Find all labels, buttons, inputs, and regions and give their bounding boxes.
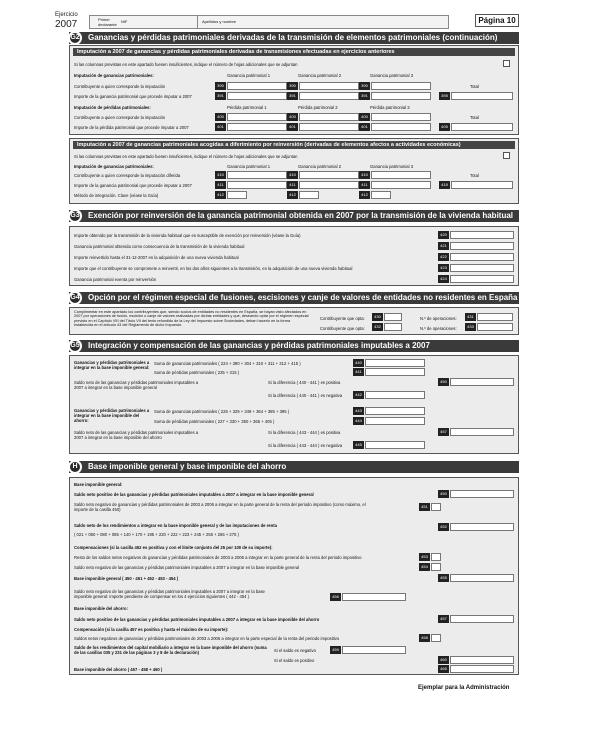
input-411-3[interactable] — [371, 181, 431, 189]
input-420[interactable] — [450, 231, 514, 239]
g5-box: Ganancias y pérdidas patrimoniales a integrar en la base imponible general: Suma de ganancias patrimoniales ( 224 + 390 + 304 + 310 + 311 + 312 + 415 ) 440 Suma de pérdidas patrimoniales ( 225 + 315 ) 441 Saldo neto de las ganancias y pérdidas patrimoniales imputables a 2007 a integrar en la base imponible general Si la diferencia ( 440 - 441 ) es positiva 450 Si la diferencia ( 440 - 441 ) es negativa 442 Ganancias y pérdidas patrimoniales a integrar en la base imponible del ahorro: Suma de ganancias patrimoniales ( 226 + 329 + 349 + 364 + 385 + 395 ) 443 Suma de pérdidas patrimoniales ( 227 + 330 + 350 + 365 + 405 ) 444 Saldo neto de las ganancias y pérdidas patrimoniales imputables a 2007 a integrar en la base imponible del ahorro Si la diferencia ( 443 - 444 ) es positiva 457 Si la diferencia ( 443 - 444 ) es negativa 445 — [69, 355, 519, 454]
input-440[interactable] — [365, 359, 425, 367]
input-423[interactable] — [450, 264, 514, 272]
apellidos-field[interactable]: Apellidos y nombre — [202, 19, 237, 24]
input-450[interactable] — [450, 378, 514, 386]
ejercicio: Ejercicio 2007 — [55, 12, 78, 30]
section-g2-title: G2 Ganancias y pérdidas patrimoniales derivadas de la transmisión de elementos patrimoniales (continuación) — [69, 32, 519, 44]
h-input-458[interactable] — [431, 634, 441, 642]
input-431[interactable] — [477, 313, 513, 321]
input-395[interactable] — [451, 92, 513, 100]
input-432[interactable] — [384, 323, 402, 331]
input-391-3[interactable] — [371, 92, 431, 100]
input-415[interactable] — [451, 181, 513, 189]
g2-box2: Imputación a 2007 de ganancias patrimoniales acogidas a diferimiento por reinversión (derivadas de elementos afectos a actividades económicas) Si las columnas previstas en este apartado fuesen insuficientes, indique el número de hojas adicionales que se adjuntan Imputación de ganancias patrimoniales: Ganancia patrimonial 1 Ganancia patrimonial 2 Ganancia patrimonial 3 Contribuyente a quien corresponde la imputación diferida Importe de la ganancia patrimonial que procede imputar a 2007 Método de integración. Clave (véase la Guía) 410 410 410 411 411 411 412 412 412 Total 415 — [69, 138, 519, 204]
input-390-3[interactable] — [371, 82, 431, 90]
footer-ejemplar: Ejemplar para la Administración — [418, 685, 510, 691]
g2-box1: Imputación a 2007 de ganancias y pérdidas patrimoniales derivadas de transmisiones efectuadas en ejercicios anteriores Si las columnas previstas en este apartado fuesen insuficientes, indique el número de hojas adicionales que se adjuntan Imputación de ganancias patrimoniales: Ganancia patrimonial 1 Ganancia patrimonial 2 Ganancia patrimonial 3 Contribuyente a quien corresponde la imputación Importe de la ganancia patrimonial que procede imputar a 2007 390 390 390 391 391 391 Total 395 Imputación de pérdidas patrimoniales: Pérdida patrimonial 1 Pérdida patrimonial 2 Pérdida patrimonial 3 Contribuyente a quien corresponde la imputación Importe de la pérdida patrimonial que procede imputar a 2007 400 400 400 401 401 401 Total 405 — [69, 45, 519, 135]
g4-box: Cumplimentar en este apartado los contribuyentes que, siendo socios de entidades no residentes en España, se hayan visto afectados en 2007 por operaciones de fusión, escisión o canje de valores realizadas por dichas entidades y que, deseando optar por el régimen especial previsto en el Capítulo VIII del Título VII del texto refundido de la Ley del Impuesto sobre Sociedades, deban hacerlo en la forma establecida en el artículo 43 del Reglamento de dicho Impuesto. Contribuyente que opta: 430 N.º de operaciones: 431 Contribuyente que opta: 432 N.º de operaciones: 433 — [69, 307, 519, 335]
h-input-457[interactable] — [450, 615, 514, 623]
input-442[interactable] — [365, 391, 425, 399]
input-421[interactable] — [450, 242, 514, 250]
input-422[interactable] — [450, 253, 514, 261]
input-390-1[interactable] — [227, 82, 287, 90]
h-input-451[interactable] — [431, 503, 441, 511]
declarante-strip: Primer declarante NIF Apellidos y nombre — [89, 15, 449, 29]
g2-sub2-title: Imputación a 2007 de ganancias patrimoniales acogidas a diferimiento por reinversión (derivadas de elementos afectos a actividades económicas) — [73, 141, 515, 149]
page-header — [55, 12, 519, 32]
input-433[interactable] — [477, 323, 513, 331]
hojas-adicionales-box-2[interactable] — [503, 152, 510, 159]
g2-sub1-title: Imputación a 2007 de ganancias y pérdidas patrimoniales derivadas de transmisiones efectuadas en ejercicios anteriores — [73, 48, 515, 56]
input-401-3[interactable] — [371, 123, 431, 131]
input-410-1[interactable] — [227, 171, 287, 179]
input-424[interactable] — [450, 275, 514, 283]
input-400-2[interactable] — [299, 113, 359, 121]
h-input-452[interactable] — [450, 523, 514, 531]
h-input-456[interactable] — [342, 593, 406, 601]
input-430[interactable] — [384, 313, 402, 321]
h-input-450[interactable] — [450, 490, 514, 498]
h-input-453[interactable] — [431, 553, 441, 561]
h-input-455[interactable] — [450, 574, 514, 582]
input-444[interactable] — [365, 417, 425, 425]
input-411-1[interactable] — [227, 181, 287, 189]
h-input-460[interactable] — [450, 656, 514, 664]
input-410-2[interactable] — [299, 171, 359, 179]
input-441[interactable] — [365, 368, 425, 376]
input-400-1[interactable] — [227, 113, 287, 121]
hojas-adicionales-box[interactable] — [503, 60, 510, 67]
section-g3-title: G3 Exención por reinversión de la ganancia patrimonial obtenida en 2007 por la transmisión de la vivienda habitual — [69, 210, 519, 222]
section-h-title: H Base imponible general y base imponible del ahorro — [69, 461, 519, 473]
nif-field[interactable]: NIF — [118, 16, 198, 28]
input-412-3[interactable] — [371, 191, 391, 199]
input-445[interactable] — [365, 441, 425, 449]
input-390-2[interactable] — [299, 82, 359, 90]
h-input-465[interactable] — [450, 665, 514, 673]
input-410-3[interactable] — [371, 171, 431, 179]
input-412-1[interactable] — [227, 191, 247, 199]
section-g4-title: G4 Opción por el régimen especial de fusiones, escisiones y canje de valores de entidades no residentes en España — [69, 292, 519, 304]
input-391-2[interactable] — [299, 92, 359, 100]
page-number: Página 10 — [475, 14, 519, 27]
input-412-2[interactable] — [299, 191, 319, 199]
g3-box: Importe obtenido por la transmisión de la vivienda habitual que es susceptible de exención por reinversión (véase la Guía) 420 Ganancia patrimonial obtenida como consecuencia de la transmisión de la vivienda habitual 421 Importe reinvertido hasta el 31-12-2007 en la adquisición de una nueva vivienda habitual 422 Importe que el contribuyente se compromete a reinvertir, en los dos años siguientes a la transmisión, en la adquisición de una nueva vivienda habitual 423 Ganancia patrimonial exenta por reinversión 424 — [69, 226, 519, 286]
input-443[interactable] — [365, 407, 425, 415]
h-input-454[interactable] — [431, 563, 441, 571]
input-405[interactable] — [451, 123, 513, 131]
input-411-2[interactable] — [299, 181, 359, 189]
input-401-2[interactable] — [299, 123, 359, 131]
input-400-3[interactable] — [371, 113, 431, 121]
section-g5-title: G5 Integración y compensación de las ganancias y pérdidas patrimoniales imputables a 2007 — [69, 340, 519, 352]
input-401-1[interactable] — [227, 123, 287, 131]
h-input-459[interactable] — [342, 646, 406, 654]
h-box: Base imponible general: Saldo neto positivo de las ganancias y pérdidas patrimoniales imputables a 2007 a integrar en la base imponible general 450 Saldo neto negativo de ganancias y pérdidas patrimoniales de 2003 a 2006 a integrar en la parte general de la renta del periodo impositivo (como máximo, el importe de la casilla 450) 451 Saldo neto de los rendimientos a integrar en la base imponible general y de las imputaciones de renta ( 021 + 050 + 080 + 085 + 140 + 170 + 195 + 220 + 222 + 223 + 245 + 255 + 265 + 275 ) 452 Compensaciones (si la casilla 452 es positiva y con el límite conjunto del 25 por 100 de su importe): Resto de los saldos netos negativos de ganancias y pérdidas patrimoniales de 2003 a 2006 a integrar en la parte general de la renta del periodo impositivo 453 Saldo neto negativo de las ganancias y pérdidas patrimoniales imputables a 2007 a integrar en la base imponible general 454 Base imponible general ( 450 - 451 + 452 - 453 - 454 ) 455 Saldo neto negativo de las ganancias y pérdidas patrimoniales imputables a 2007 a integrar en la base imponible general: importe pendiente de compensar en los 4 ejercicios siguientes ( 442 - 454 ) 456 Base imponible del ahorro: Saldo neto positivo de las ganancias y pérdidas patrimoniales imputables a 2007 a integrar en la base imponible del ahorro 457 Compensación (si la casilla 457 es positiva y hasta el máximo de su importe): Saldos netos negativos de ganancias y pérdidas patrimoniales de 2003 a 2006 a integrar en la parte especial de la renta del periodo impositivo 458 Saldo de los rendimientos del capital mobiliario a integrar en la base imponible del ahorro (suma de las casillas 035 y 231 de las páginas 3 y 8 de la declaración) Si el saldo es negativo 459 Si el saldo es positivo 460 Base imponible del ahorro ( 457 - 458 + 460 ) 465 — [69, 477, 519, 675]
input-457[interactable] — [450, 428, 514, 436]
input-391-1[interactable] — [227, 92, 287, 100]
